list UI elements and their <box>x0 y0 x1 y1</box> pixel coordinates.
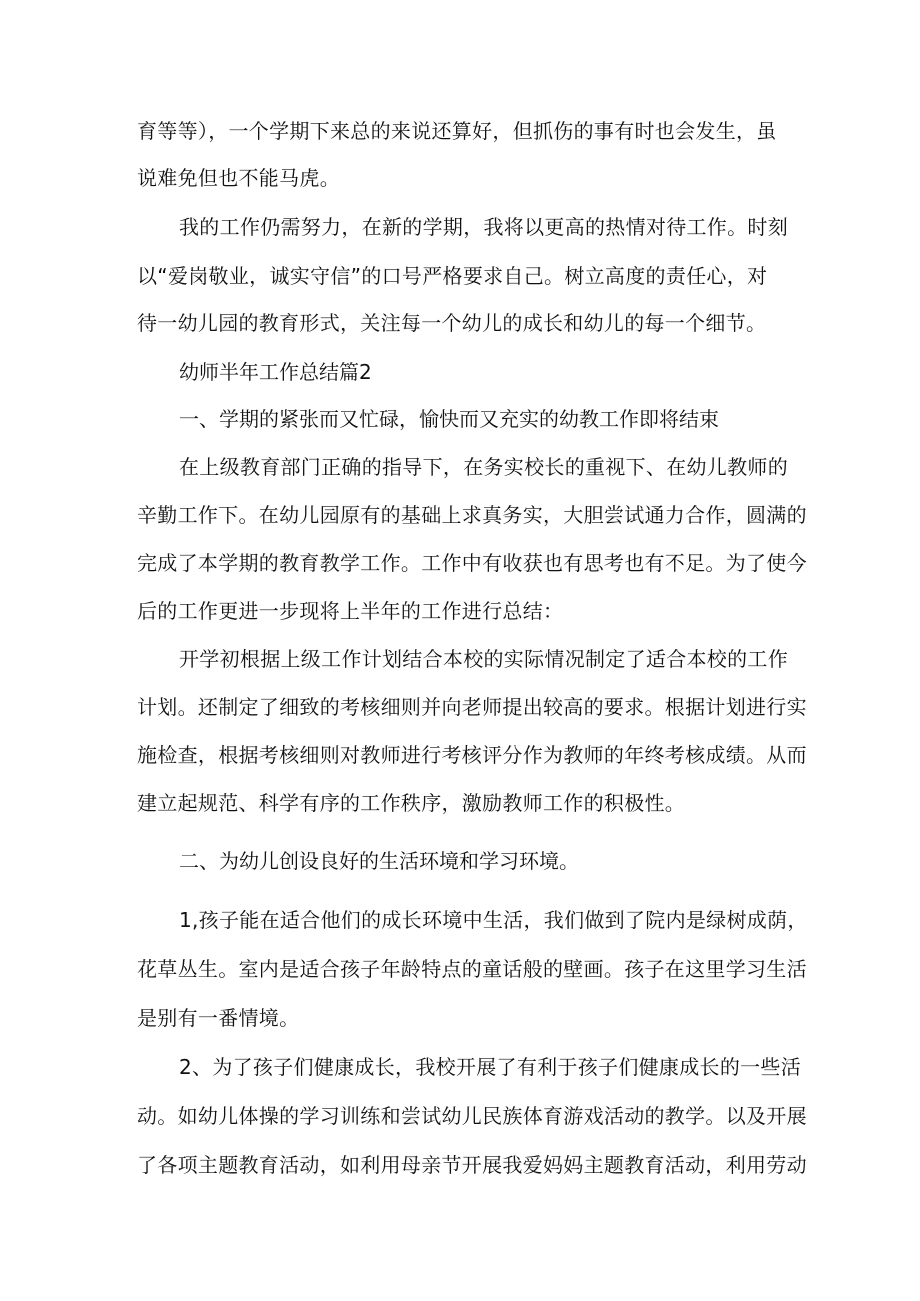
paragraph-line: 完成了本学期的教育教学工作。工作中有收获也有思考也有不足。为了使今 <box>137 551 807 575</box>
section-heading: 二、为幼儿创设良好的生活环境和学习环境。 <box>179 849 579 873</box>
paragraph-line: 以“爱岗敬业，诚实守信”的口号严格要求自己。树立高度的责任心，对 <box>137 264 768 288</box>
paragraph-line: 了各项主题教育活动，如利用母亲节开展我爱妈妈主题教育活动，利用劳动 <box>137 1153 807 1177</box>
paragraph-line: 1,孩子能在适合他们的成长环境中生活，我们做到了院内是绿树成荫， <box>179 908 808 932</box>
section-title: 幼师半年工作总结篇2 <box>179 360 372 384</box>
paragraph-line: 开学初根据上级工作计划结合本校的实际情况制定了适合本校的工作 <box>179 647 788 671</box>
paragraph-line: 是别有一番情境。 <box>137 1006 300 1030</box>
paragraph-line: 说难免但也不能马虎。 <box>137 166 340 190</box>
paragraph-line: 辛勤工作下。在幼儿园原有的基础上求真务实，大胆尝试通力合作，圆满的 <box>137 503 807 527</box>
paragraph-line: 后的工作更进一步现将上半年的工作进行总结： <box>137 599 564 623</box>
paragraph-line: 待一幼儿园的教育形式，关注每一个幼儿的成长和幼儿的每一个细节。 <box>137 311 767 335</box>
section-heading: 一、学期的紧张而又忙碌，愉快而又充实的幼教工作即将结束 <box>179 407 719 431</box>
paragraph-line: 计划。还制定了细致的考核细则并向老师提出较高的要求。根据计划进行实 <box>137 695 807 719</box>
paragraph-line: 动。如幼儿体操的学习训练和尝试幼儿民族体育游戏活动的教学。以及开展 <box>137 1104 807 1128</box>
paragraph-line: 施检查，根据考核细则对教师进行考核评分作为教师的年终考核成绩。从而 <box>137 743 807 767</box>
paragraph-line: 我的工作仍需努力，在新的学期，我将以更高的热情对待工作。时刻 <box>179 215 788 239</box>
paragraph-line: 育等等），一个学期下来总的来说还算好，但抓伤的事有时也会发生，虽 <box>137 119 777 143</box>
paragraph-line: 在上级教育部门正确的指导下，在务实校长的重视下、在幼儿教师的 <box>179 455 788 479</box>
paragraph-line: 2、为了孩子们健康成长，我校开展了有利于孩子们健康成长的一些活 <box>179 1055 802 1079</box>
paragraph-line: 建立起规范、科学有序的工作秩序，激励教师工作的积极性。 <box>137 791 686 815</box>
paragraph-line: 花草丛生。室内是适合孩子年龄特点的童话般的壁画。孩子在这里学习生活 <box>137 957 807 981</box>
